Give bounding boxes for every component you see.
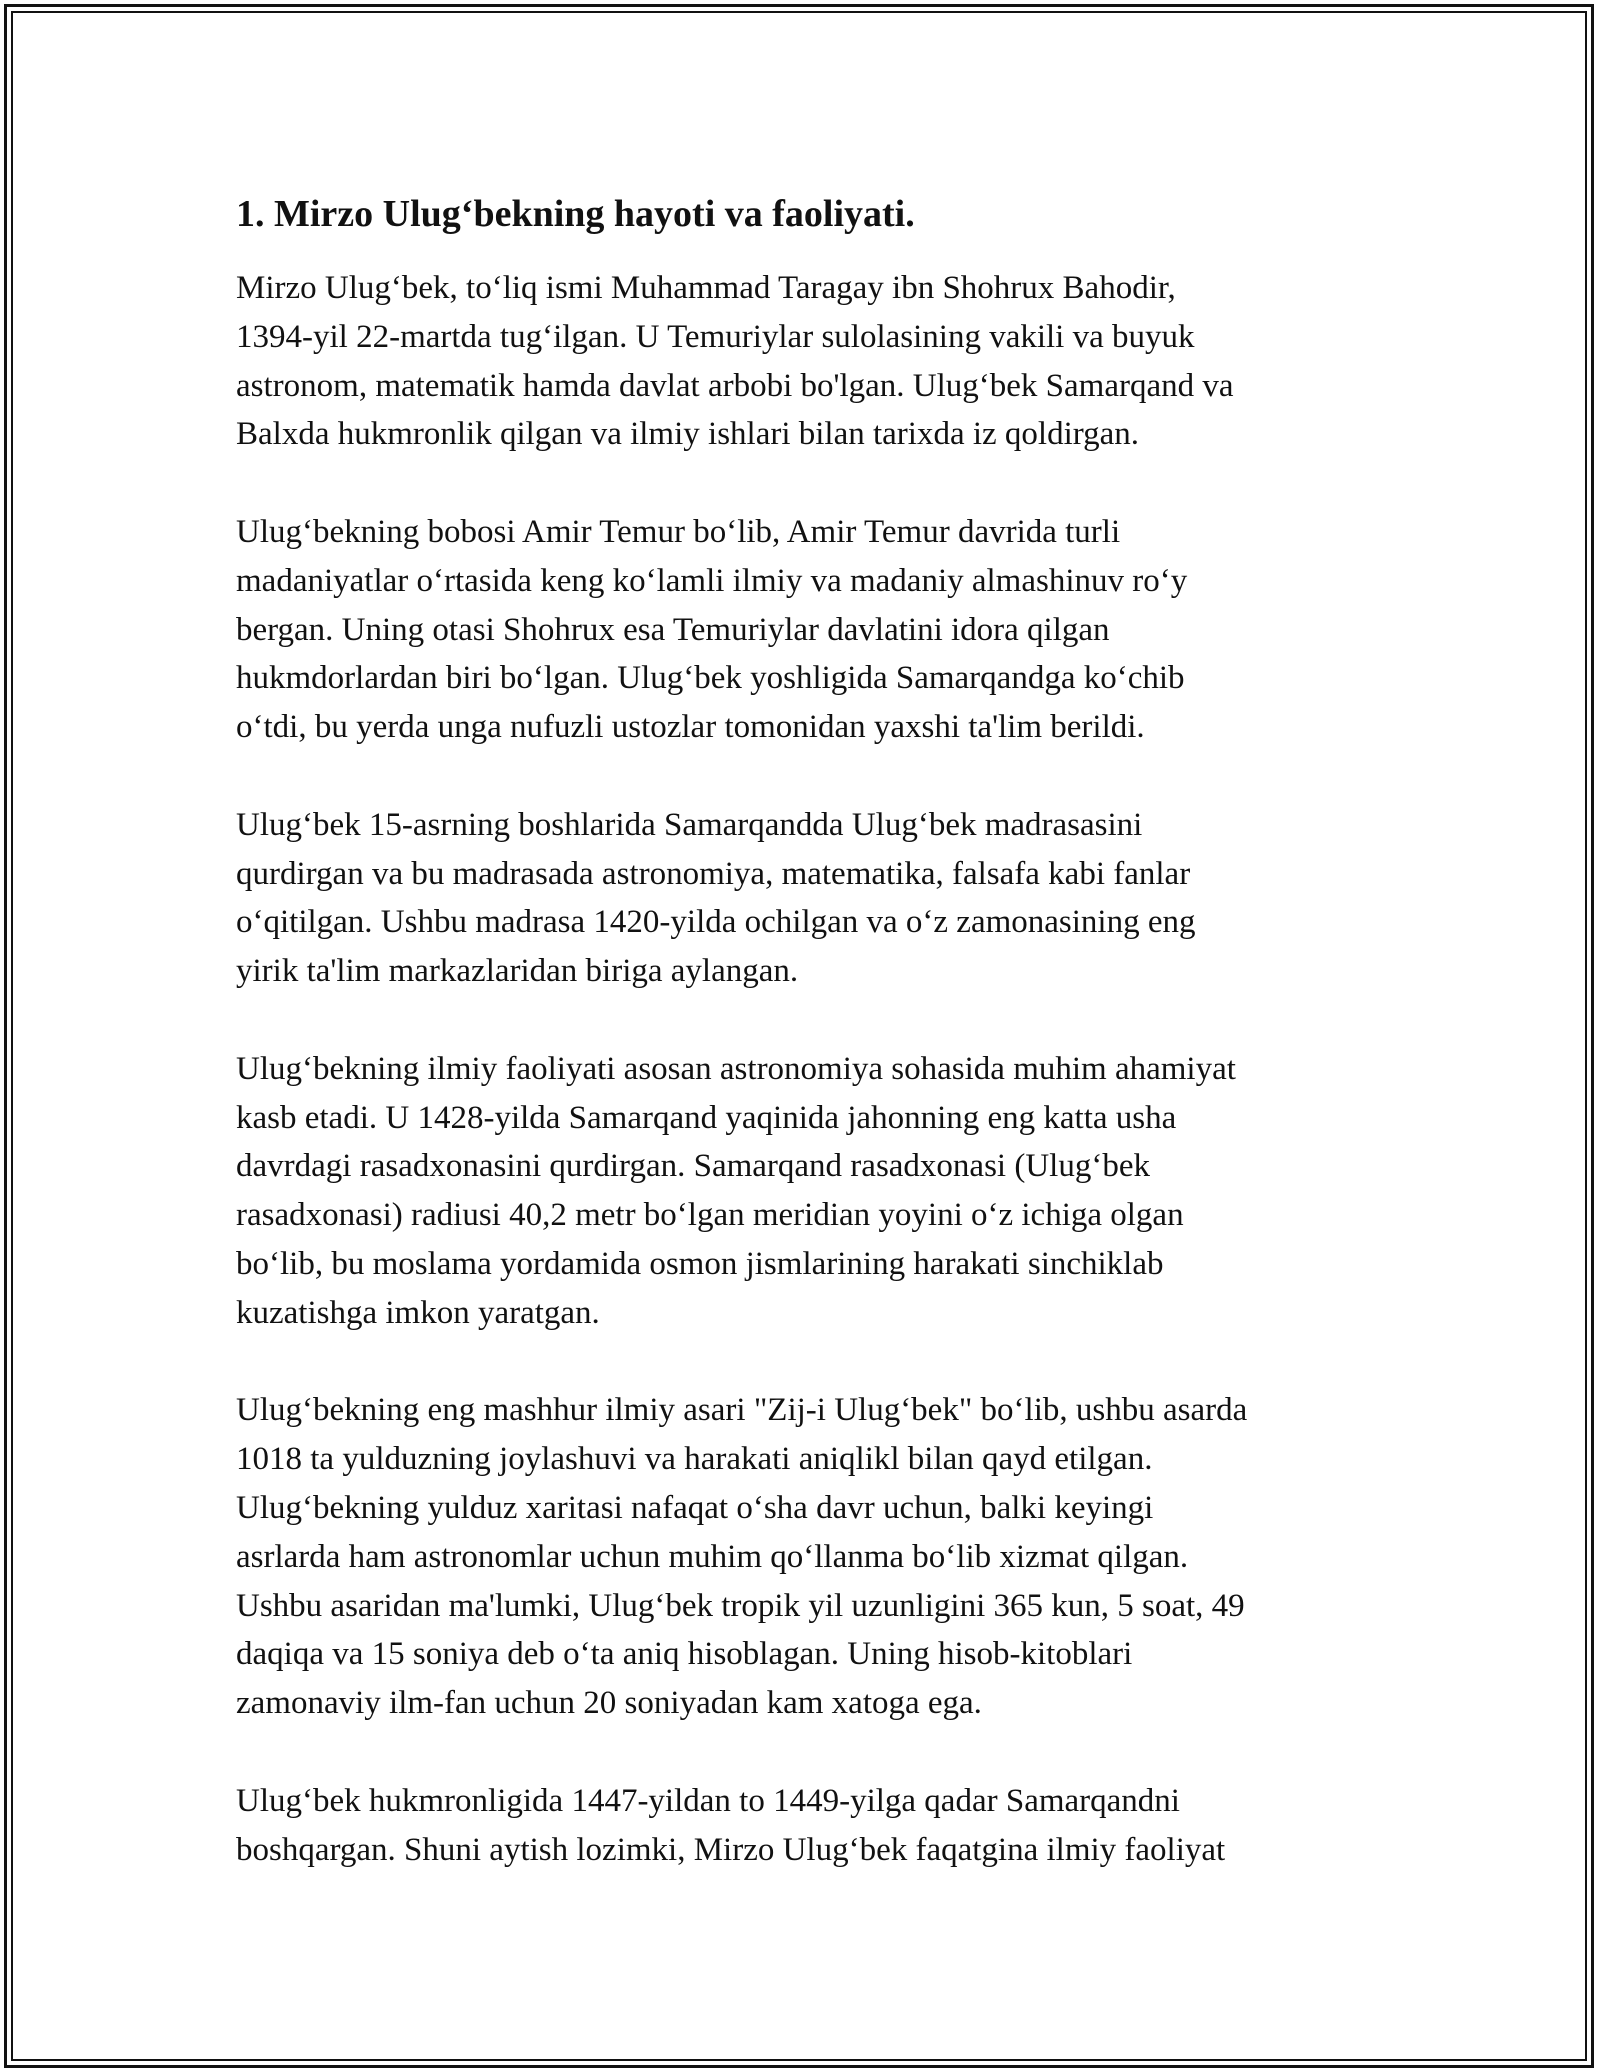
text-line: 1394-yil 22-martda tug‘ilgan. U Temuriylar sulolasining vakili va buyuk — [236, 318, 1195, 355]
text-line: madaniyatlar o‘rtasida keng ko‘lamli ilmiy va madaniy almashinuv ro‘y — [236, 562, 1188, 599]
text-line: Ulug‘bek 15-asrning boshlarida Samarqandda Ulug‘bek madrasasini — [236, 806, 1143, 843]
text-line: Ulug‘bekning bobosi Amir Temur bo‘lib, Amir Temur davrida turli — [236, 513, 1121, 550]
text-line: Ulug‘bekning yulduz xaritasi nafaqat o‘sha davr uchun, balki keyingi — [236, 1489, 1154, 1526]
text-line: kasb etadi. U 1428-yilda Samarqand yaqinida jahonning eng katta usha — [236, 1099, 1177, 1136]
text-line: Balxda hukmronlik qilgan va ilmiy ishlari bilan tarixda iz qoldirgan. — [236, 416, 1140, 453]
text-line: Ushbu asaridan ma'lumki, Ulug‘bek tropik yil uzunligini 365 kun, 5 soat, 49 — [236, 1587, 1245, 1624]
paragraph-6 — [236, 1777, 1376, 1875]
text-line: kuzatishga imkon yaratgan. — [236, 1294, 600, 1331]
paragraph-1 — [236, 264, 1376, 459]
text-line: yirik ta'lim markazlaridan biriga aylangan. — [236, 953, 799, 990]
text-line: bergan. Uning otasi Shohrux esa Temuriylar davlatini idora qilgan — [236, 611, 1110, 648]
paragraph-5 — [236, 1386, 1376, 1728]
text-line: zamonaviy ilm-fan uchun 20 soniyadan kam xatoga ega. — [236, 1685, 982, 1722]
text-line: Ulug‘bekning eng mashhur ilmiy asari "Zij-i Ulug‘bek" bo‘lib, ushbu asarda — [236, 1392, 1248, 1429]
text-line: davrdagi rasadxonasini qurdirgan. Samarqand rasadxonasi (Ulug‘bek — [236, 1148, 1150, 1185]
paragraph-4 — [236, 1045, 1376, 1338]
text-line: Mirzo Ulug‘bek, to‘liq ismi Muhammad Taragay ibn Shohrux Bahodir, — [236, 270, 1176, 306]
text-line: asrlarda ham astronomlar uchun muhim qo‘llanma bo‘lib xizmat qilgan. — [236, 1538, 1189, 1575]
text-line: hukmdorlardan biri bo‘lgan. Ulug‘bek yoshligida Samarqandga ko‘chib — [236, 660, 1185, 697]
text-line: boshqargan. Shuni aytish lozimki, Mirzo Ulug‘bek faqatgina ilmiy faoliyat — [236, 1831, 1226, 1868]
text-line: astronom, matematik hamda davlat arbobi bo'lgan. Ulug‘bek Samarqand va — [236, 367, 1234, 404]
text-line: Ulug‘bek hukmronligida 1447-yildan to 1449-yilga qadar Samarqandni — [236, 1782, 1180, 1819]
text-line: bo‘lib, bu moslama yordamida osmon jismlarining harakati sinchiklab — [236, 1245, 1164, 1282]
paragraph-2 — [236, 508, 1376, 752]
text-line: o‘qitilgan. Ushbu madrasa 1420-yilda ochilgan va o‘z zamonasining eng — [236, 904, 1196, 941]
text-line: rasadxonasi) radiusi 40,2 metr bo‘lgan meridian yoyini o‘z ichiga olgan — [236, 1197, 1184, 1234]
document-body — [236, 186, 1376, 1923]
section-heading: 1. Mirzo Ulug‘bekning hayoti va faoliyati. — [236, 193, 915, 235]
text-line: o‘tdi, bu yerda unga nufuzli ustozlar tomonidan yaxshi ta'lim berildi. — [236, 709, 1145, 746]
text-line: daqiqa va 15 soniya deb o‘ta aniq hisoblagan. Uning hisob-kitoblari — [236, 1636, 1133, 1673]
text-line: qurdirgan va bu madrasada astronomiya, matematika, falsafa kabi fanlar — [236, 855, 1191, 892]
text-line: 1018 ta yulduzning joylashuvi va harakati aniqlikl bilan qayd etilgan. — [236, 1441, 1153, 1478]
paragraph-3 — [236, 801, 1376, 996]
text-line: Ulug‘bekning ilmiy faoliyati asosan astronomiya sohasida muhim ahamiyat — [236, 1050, 1236, 1087]
